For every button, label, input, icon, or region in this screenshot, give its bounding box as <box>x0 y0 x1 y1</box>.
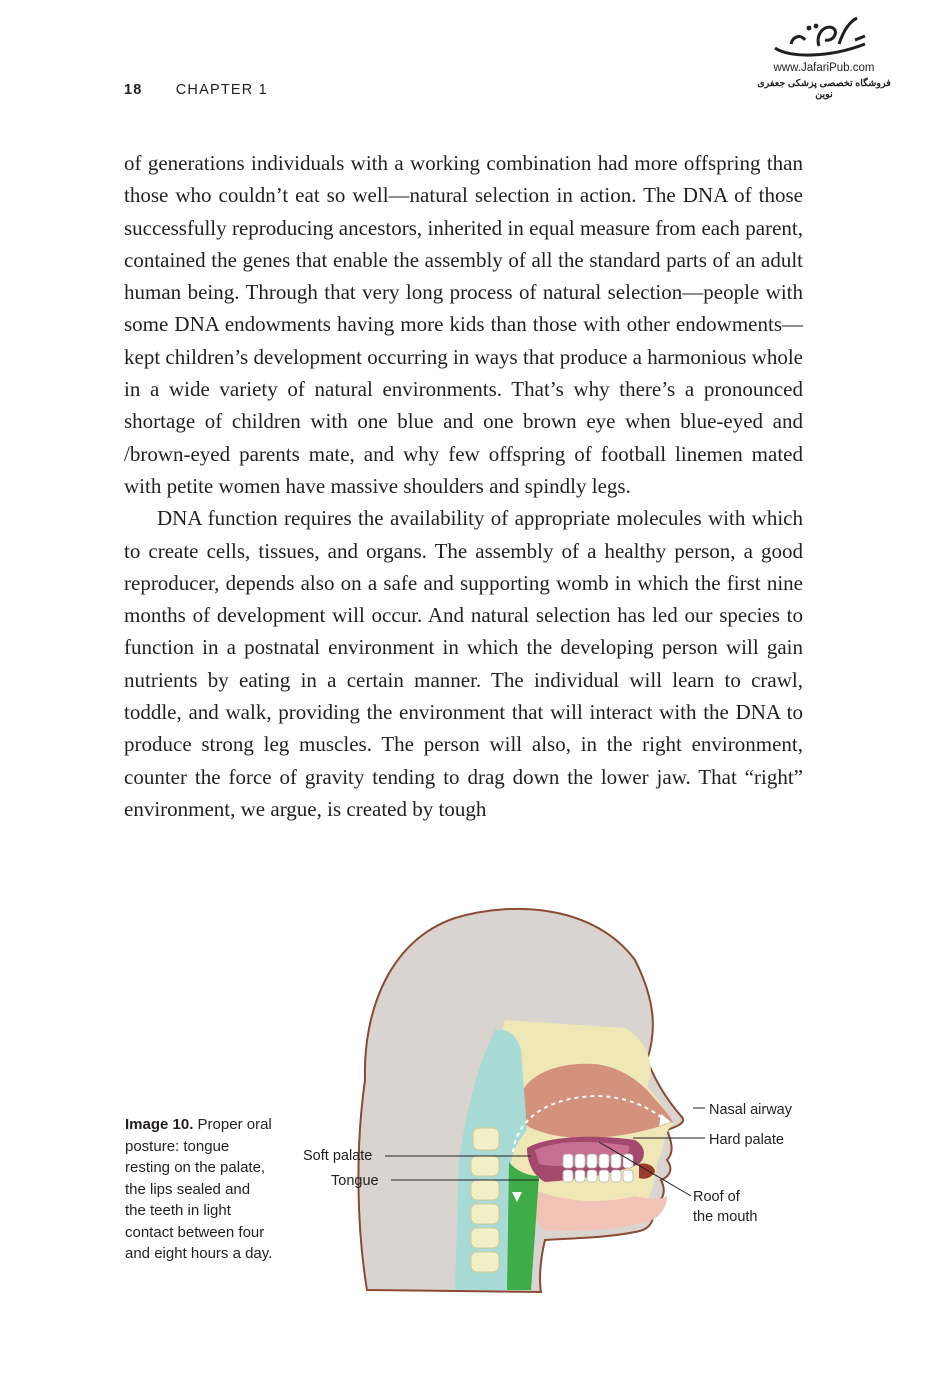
oral-posture-figure <box>295 900 815 1300</box>
publisher-url[interactable]: www.JafariPub.com <box>773 62 875 74</box>
paragraph: of generations individuals with a working combination had more offspring than those who couldn’t eat so well—natural selection in action. The DNA of those successfully reproducing ancestors, inherited in equal measure from each parent, contained the genes that enable the assembly of all the standard parts of an adult human being. Through that very long process of natural selection—people with some DNA endowments having more kids than those with other endowments—kept children’s development occurring in ways that produce a harmonious whole in a wide variety of natural environments. That’s why there’s a pronounced shortage of children with one blue and one brown eye when blue-eyed and /brown-eyed parents mate, and why few offspring of football linemen mated with petite women have massive shoulders and spindly legs. <box>124 151 803 498</box>
label-nasal-airway: Nasal airway <box>709 1102 792 1118</box>
label-roof-of-mouth-line1: Roof of <box>693 1189 740 1205</box>
body-text <box>124 147 803 825</box>
chapter-title: CHAPTER 1 <box>175 82 268 98</box>
figure-caption <box>125 1114 275 1265</box>
publisher-logo <box>769 14 879 62</box>
head-cross-section-illustration <box>295 900 815 1300</box>
label-soft-palate: Soft palate <box>303 1148 373 1164</box>
running-header <box>124 82 268 98</box>
publisher-tagline: فروشگاه تخصصی پزشکی جعفری نوین <box>757 78 891 100</box>
label-tongue: Tongue <box>331 1173 379 1189</box>
caption-label: Image 10. <box>125 1116 194 1133</box>
label-hard-palate: Hard palate <box>709 1132 784 1148</box>
label-roof-of-mouth-line2: the mouth <box>693 1209 758 1225</box>
caption-text: Proper oral posture: tongue resting on the palate, the lips sealed and the teeth in light contact between four and eight hours a day. <box>125 1116 273 1262</box>
paragraph: DNA function requires the availability of appropriate molecules with which to create cells, tissues, and organs. The assembly of a healthy person, a good reproducer, depends also on a safe and supporting womb in which the first nine months of development will occur. And natural selection has led our species to function in a postnatal environment in which the developing person will gain nutrients by eating in a certain manner. The individual will learn to crawl, toddle, and walk, providing the environment that will interact with the DNA to produce strong leg muscles. The person will also, in the right environment, counter the force of gravity tending to drag down the lower jaw. That “right” environment, we argue, is created by tough <box>124 506 803 821</box>
page-number: 18 <box>124 82 143 98</box>
publisher-brand <box>749 14 899 100</box>
